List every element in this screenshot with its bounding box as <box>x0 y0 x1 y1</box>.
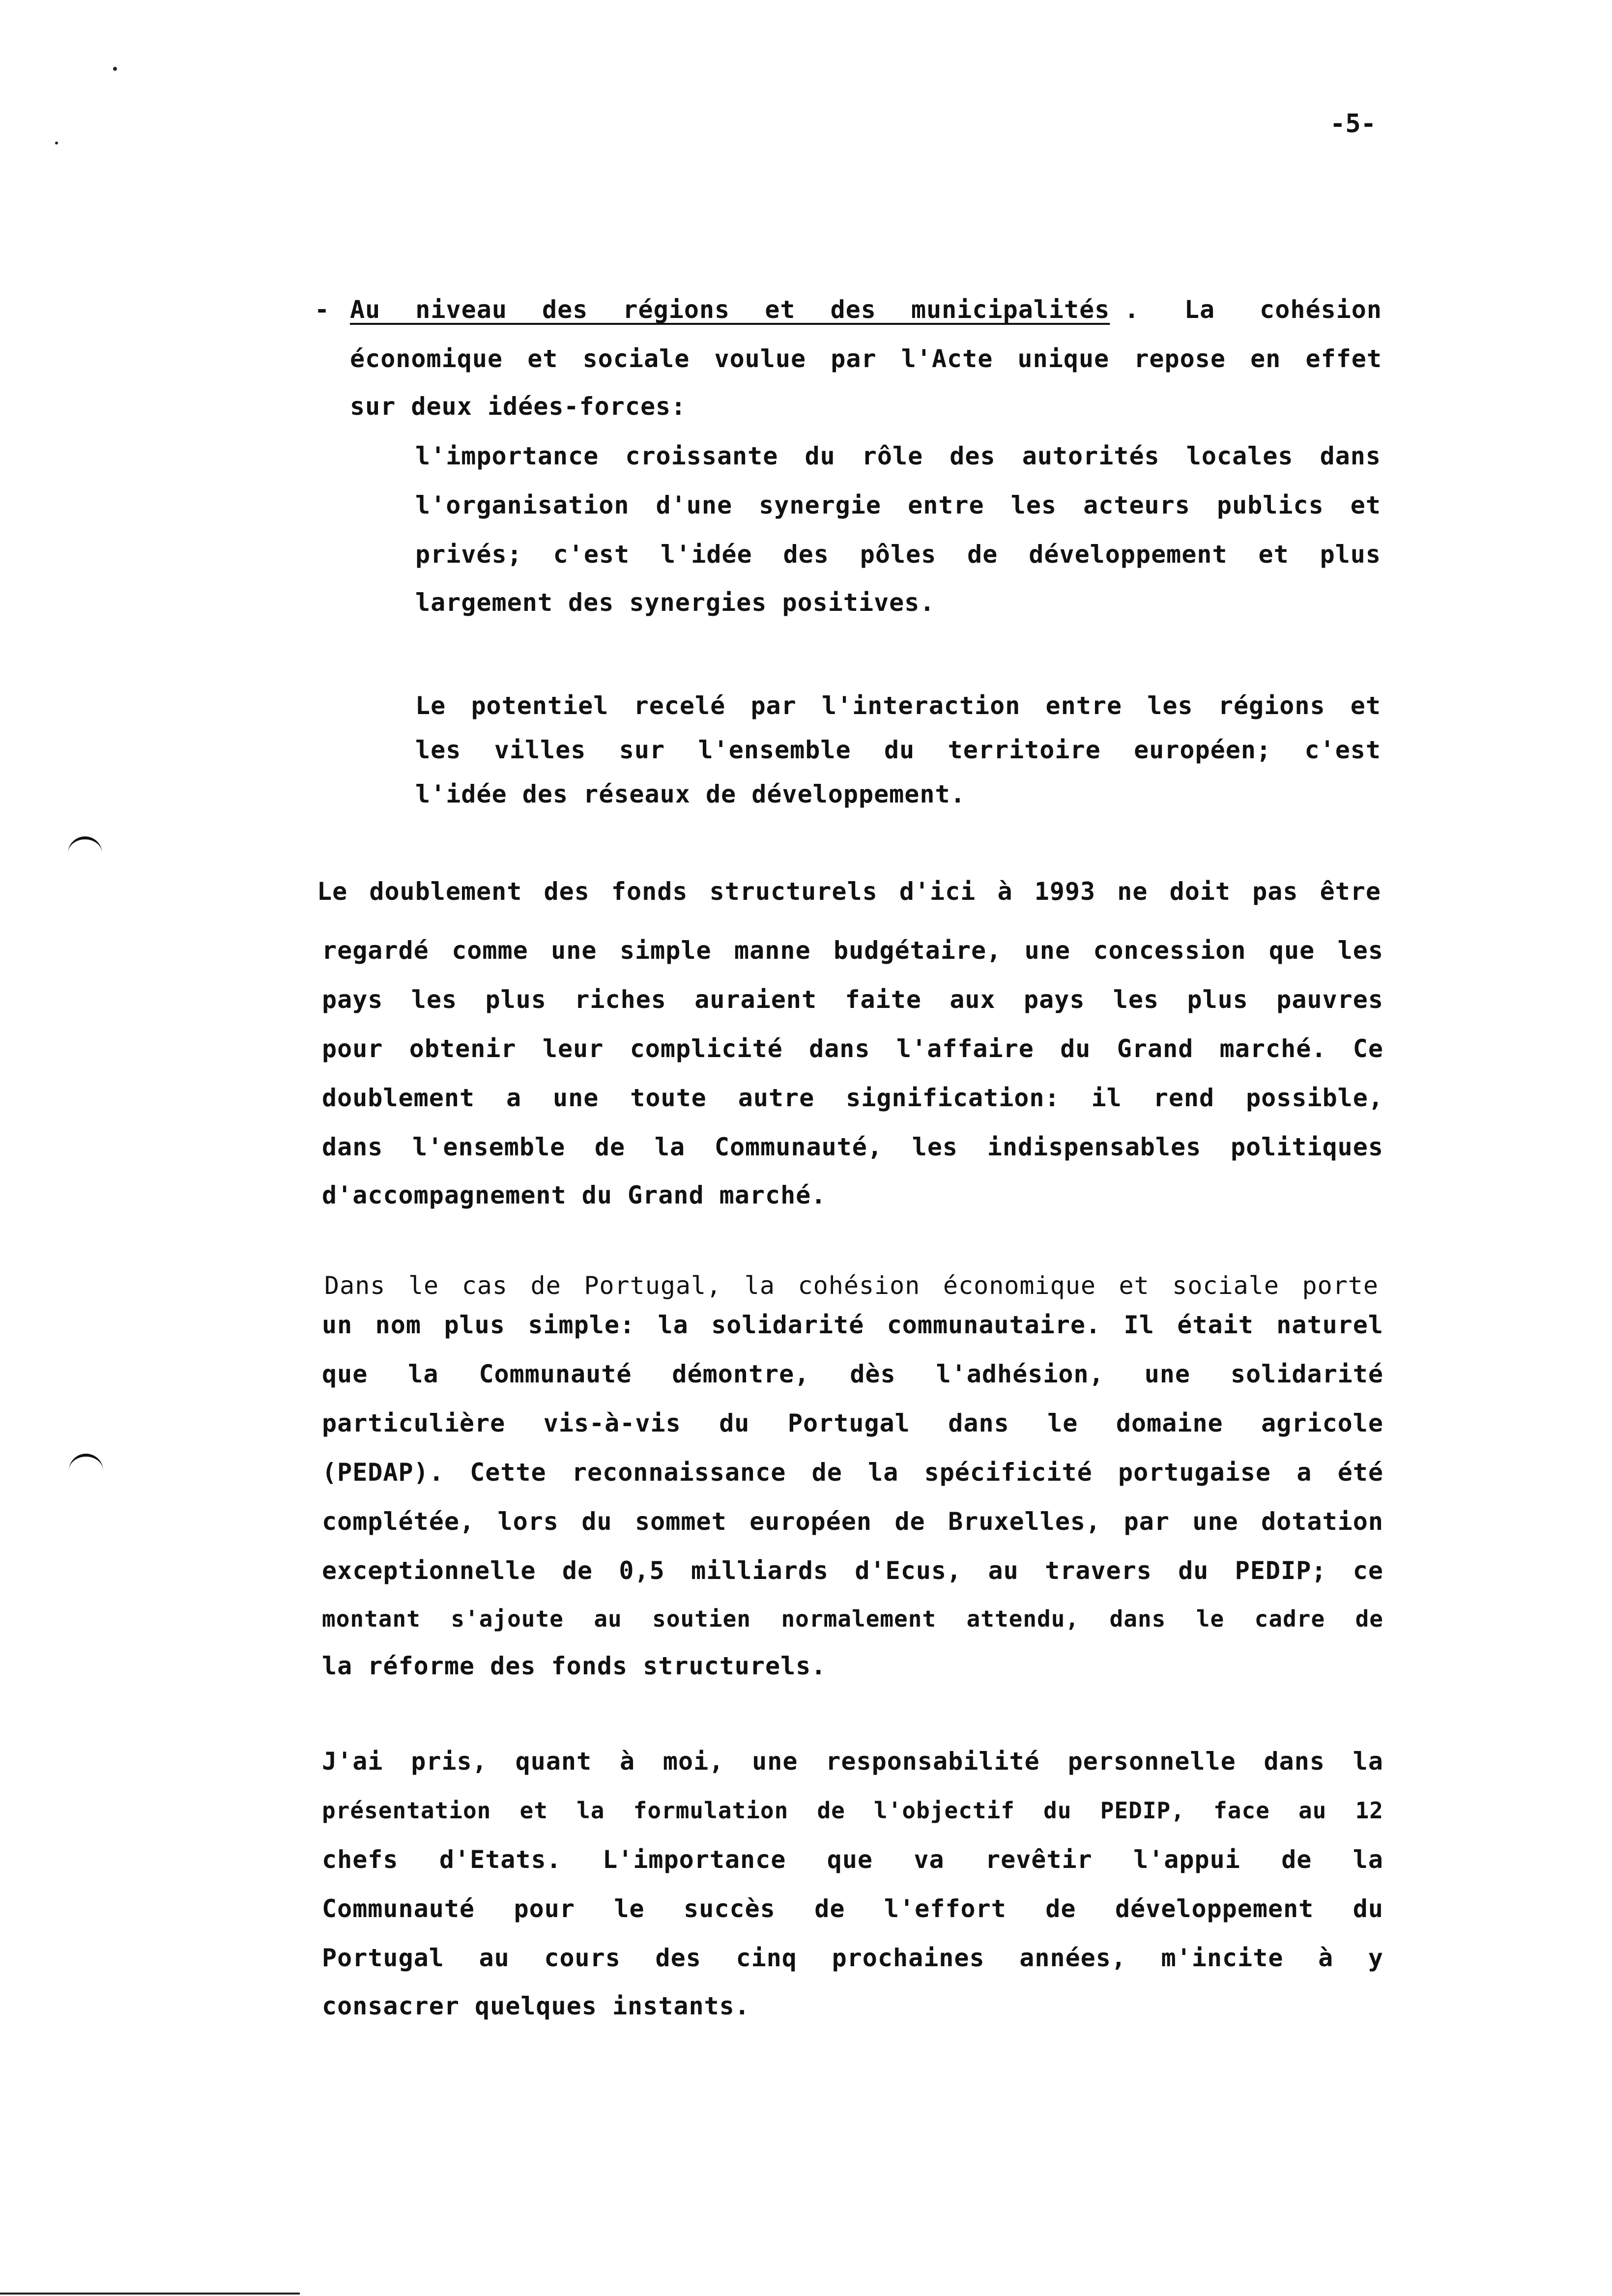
para1-line: pays les plus riches auraient faite aux pays les plus pauvres <box>322 985 1383 1014</box>
para2-line: la réforme des fonds structurels. <box>322 1652 827 1680</box>
bullet-heading: Au niveau des régions et des municipalités <box>350 295 1110 324</box>
para2-line: que la Communauté démontre, dès l'adhésion, une solidarité <box>322 1360 1383 1388</box>
idea1-line: privés; c'est l'idée des pôles de développement et plus <box>415 540 1381 569</box>
para1-line: doublement a une toute autre signification: il rend possible, <box>322 1084 1383 1112</box>
para1-line: Le doublement des fonds structurels d'ici à 1993 ne doit pas être <box>317 877 1381 906</box>
para1-line: pour obtenir leur complicité dans l'affaire du Grand marché. Ce <box>322 1034 1383 1063</box>
para3-line: Portugal au cours des cinq prochaines années, m'incite à y <box>322 1944 1383 1972</box>
margin-mark <box>69 1454 103 1471</box>
page-number: -5- <box>1330 109 1376 139</box>
para1-line: dans l'ensemble de la Communauté, les indispensables politiques <box>322 1133 1383 1161</box>
idea2-line: les villes sur l'ensemble du territoire européen; c'est <box>415 736 1381 764</box>
para1-line: d'accompagnement du Grand marché. <box>322 1181 827 1209</box>
para3-line: Communauté pour le succès de l'effort de développement du <box>322 1894 1383 1923</box>
scan-speck <box>55 142 58 144</box>
margin-mark <box>68 836 102 854</box>
para3-line: consacrer quelques instants. <box>322 1992 750 2020</box>
bullet-dash: - <box>315 295 330 324</box>
bullet-heading-tail: . La cohésion <box>1124 295 1382 324</box>
para1-line: regardé comme une simple manne budgétaire, une concession que les <box>322 936 1383 965</box>
para2-line: complétée, lors du sommet européen de Bruxelles, par une dotation <box>322 1507 1383 1536</box>
bullet-intro-line: sur deux idées-forces: <box>350 392 687 421</box>
para3-line: présentation et la formulation de l'objectif du PEDIP, face au 12 <box>322 1797 1383 1824</box>
para2-line: (PEDAP). Cette reconnaissance de la spécificité portugaise a été <box>322 1458 1383 1487</box>
para2-line: Dans le cas de Portugal, la cohésion économique et sociale porte <box>324 1271 1379 1300</box>
para2-line: un nom plus simple: la solidarité communautaire. Il était naturel <box>322 1311 1383 1339</box>
bottom-rule <box>0 2293 300 2295</box>
idea2-line: Le potentiel recelé par l'interaction entre les régions et <box>415 691 1381 720</box>
bullet-intro-line: économique et sociale voulue par l'Acte unique repose en effet <box>350 344 1382 373</box>
para3-line: J'ai pris, quant à moi, une responsabilité personnelle dans la <box>322 1747 1383 1776</box>
idea1-line: l'organisation d'une synergie entre les acteurs publics et <box>415 491 1381 519</box>
para2-line: exceptionnelle de 0,5 milliards d'Ecus, au travers du PEDIP; ce <box>322 1556 1383 1585</box>
para2-line: particulière vis-à-vis du Portugal dans le domaine agricole <box>322 1409 1383 1437</box>
scan-speck <box>113 67 117 71</box>
para3-line: chefs d'Etats. L'importance que va revêtir l'appui de la <box>322 1845 1383 1874</box>
idea1-line: largement des synergies positives. <box>415 588 935 617</box>
bullet-heading-line <box>350 295 1382 324</box>
idea2-line: l'idée des réseaux de développement. <box>415 780 966 808</box>
para2-line: montant s'ajoute au soutien normalement attendu, dans le cadre de <box>322 1606 1383 1632</box>
idea1-line: l'importance croissante du rôle des autorités locales dans <box>415 442 1381 470</box>
